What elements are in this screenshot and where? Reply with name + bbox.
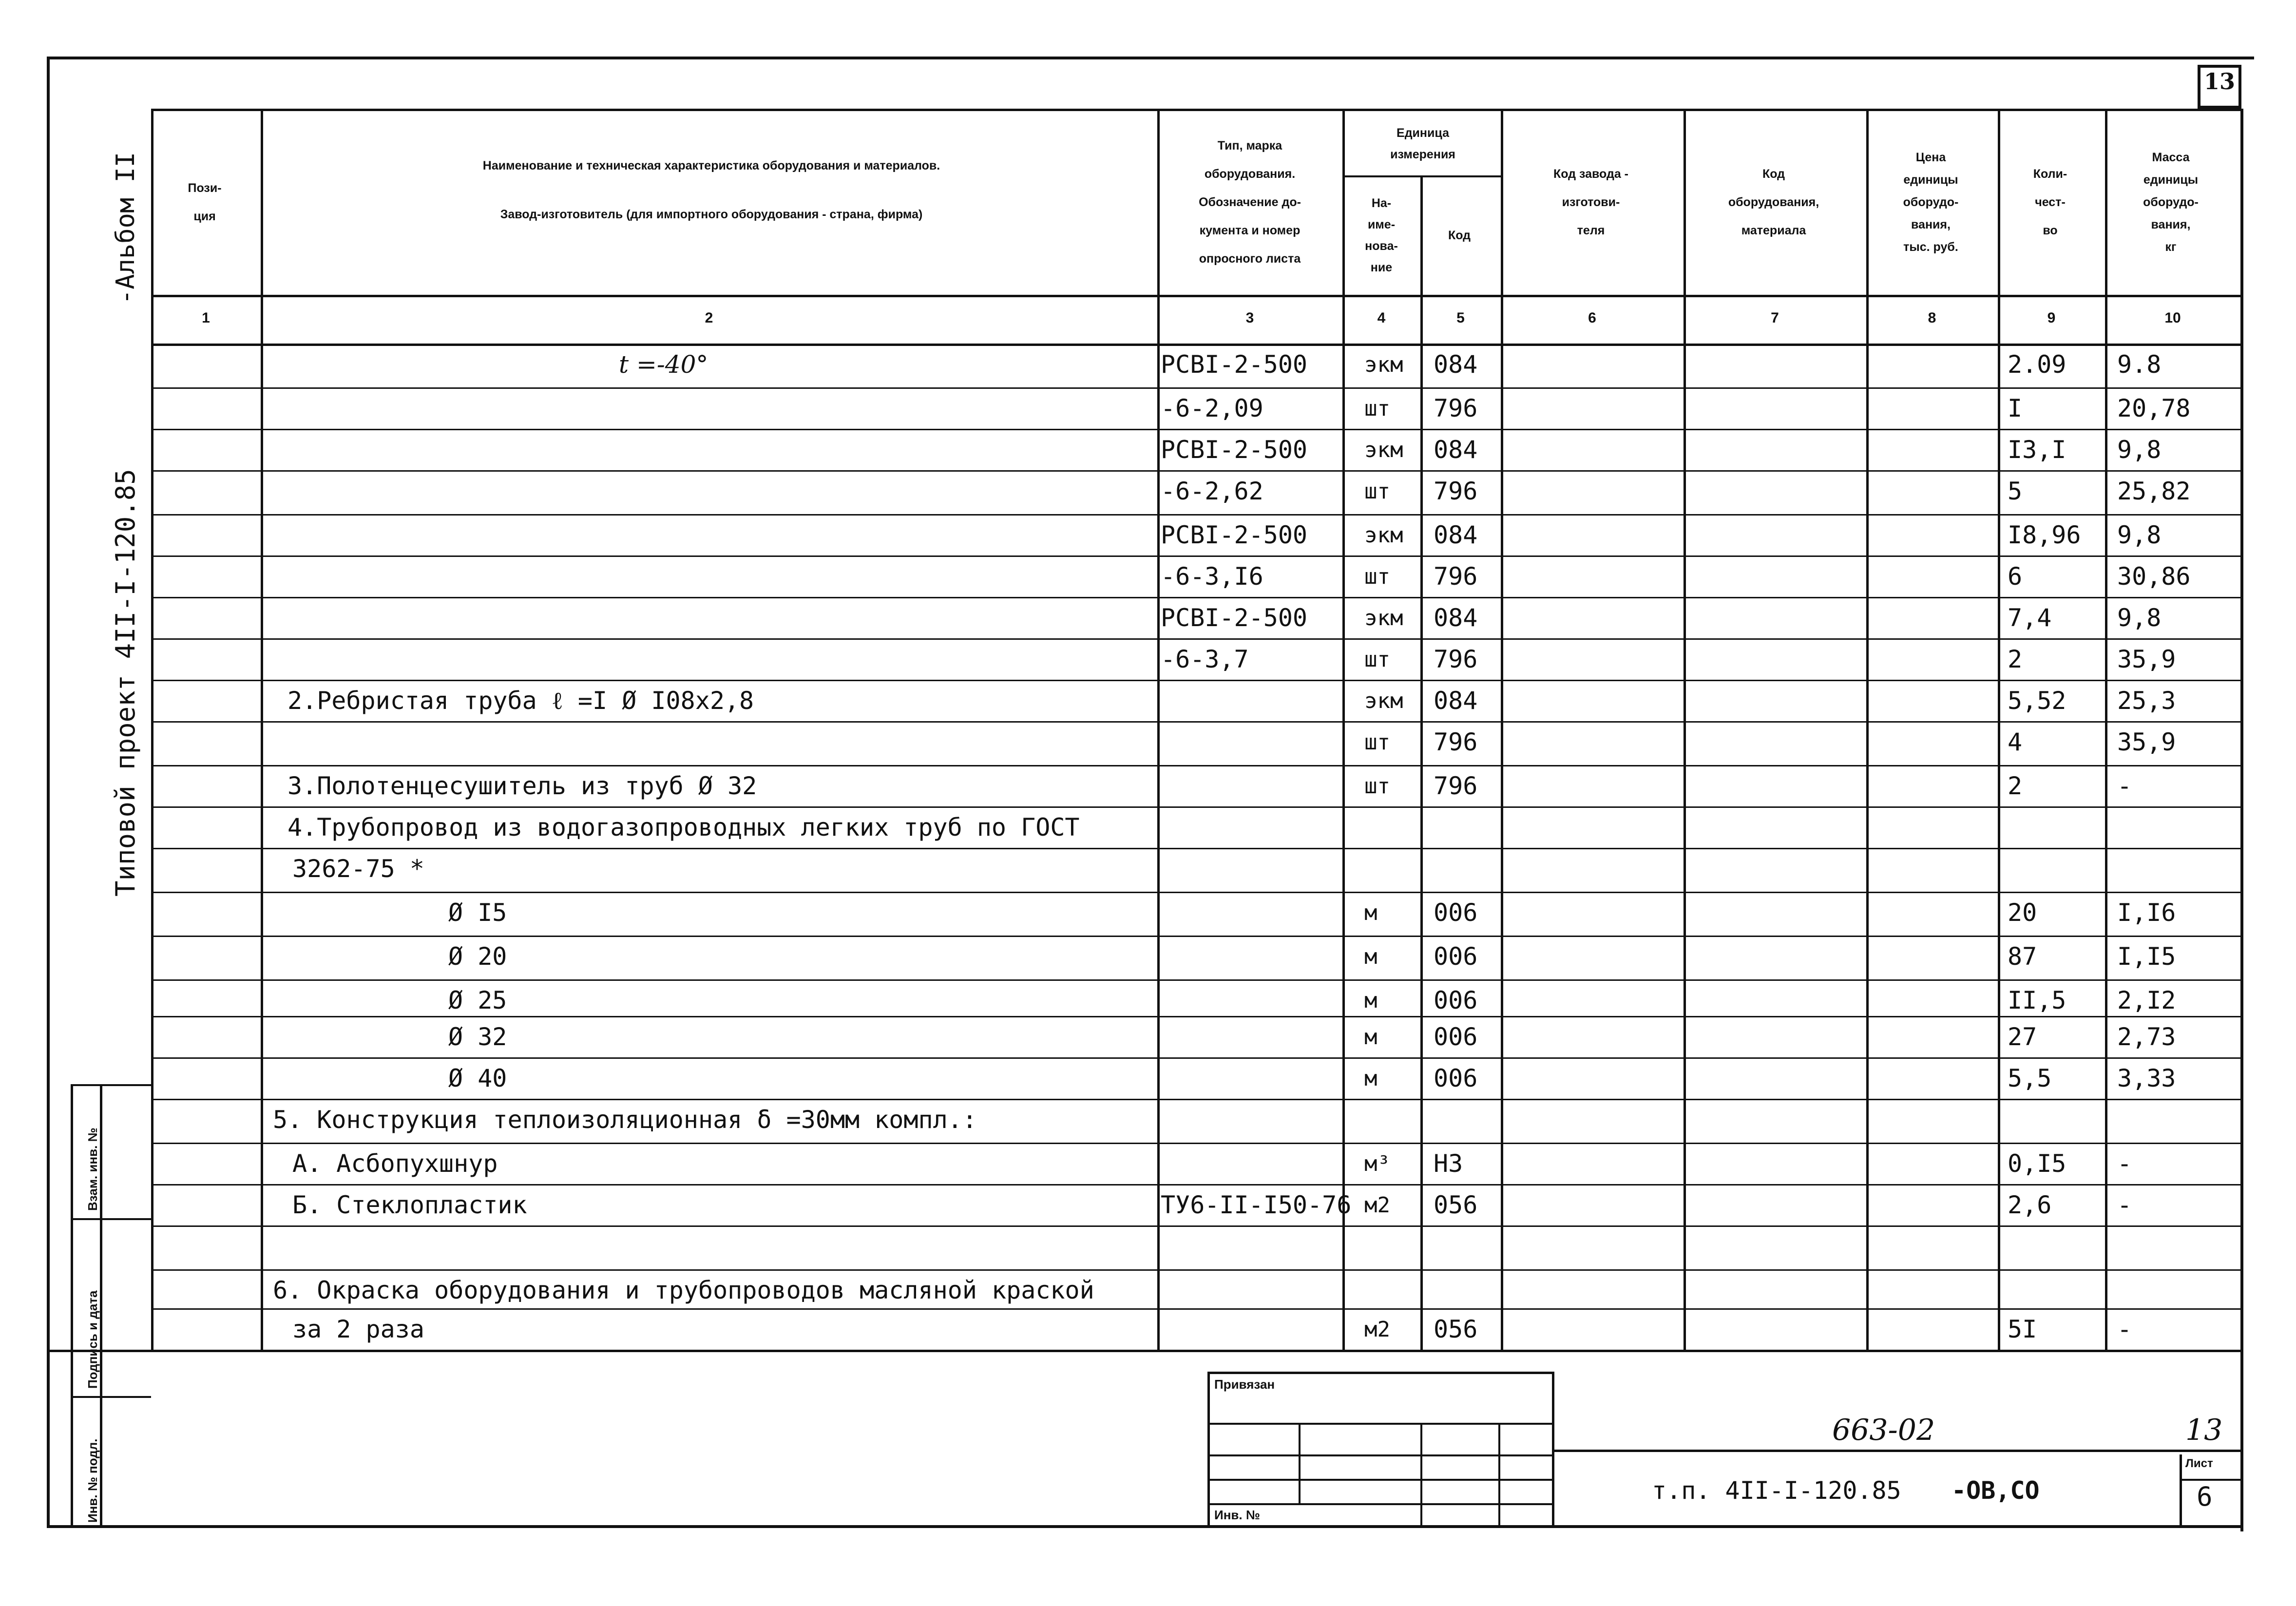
row-0-mass: 9.8 <box>2117 350 2162 379</box>
row-line-21 <box>151 1269 2240 1271</box>
row-line-6 <box>151 638 2240 640</box>
stamp-inv-podl: Инв. № подл. <box>85 1438 100 1523</box>
row-3-unit: шт <box>1364 479 1390 504</box>
row-16-unit: м <box>1364 1025 1378 1050</box>
row-line-11 <box>151 848 2240 849</box>
col-number-4: 4 <box>1377 310 1386 326</box>
side-project: Типовой проект 4II-I-120.85 <box>110 469 141 897</box>
row-7-type: -6-3,7 <box>1161 645 1249 673</box>
row-13-name: Ø I5 <box>448 899 507 927</box>
row-line-20 <box>151 1225 2240 1227</box>
row-10-name: 3.Полотенцесушитель из труб Ø 32 <box>287 772 757 800</box>
row-4-unit: экм <box>1364 523 1403 548</box>
row-line-13 <box>151 936 2240 937</box>
row-16-mass: 2,73 <box>2117 1023 2176 1051</box>
hdr-equip-code: Код оборудования, материала <box>1728 167 1819 237</box>
tb-main-top <box>1553 1450 2243 1452</box>
row-20-code: 056 <box>1434 1191 1478 1219</box>
row-line-9 <box>151 765 2240 766</box>
tb-v-3 <box>1498 1423 1500 1528</box>
row-14-mass: I,I5 <box>2117 942 2176 971</box>
row-3-type: -6-2,62 <box>1161 477 1263 505</box>
row-8-unit: экм <box>1364 688 1403 713</box>
stamp-vline-1 <box>71 1084 73 1528</box>
row-7-unit: шт <box>1364 647 1390 672</box>
row-20-unit: м2 <box>1364 1193 1390 1218</box>
row-18-name: 5. Конструкция теплоизоляционная δ =30мм компл.: <box>273 1106 977 1134</box>
row-line-18 <box>151 1143 2240 1144</box>
row-17-mass: 3,33 <box>2117 1064 2176 1092</box>
hdr-mass: Масса единицы оборудо- вания, кг <box>2143 151 2199 254</box>
row-line-10 <box>151 806 2240 808</box>
row-line-5 <box>151 597 2240 598</box>
col-number-8: 8 <box>1928 310 1936 326</box>
row-20-mass: - <box>2117 1191 2132 1219</box>
row-2-type: PCBI-2-500 <box>1161 436 1308 464</box>
row-13-unit: м <box>1364 900 1378 925</box>
row-line-15 <box>151 1016 2240 1017</box>
row-2-qty: I3,I <box>2008 436 2066 464</box>
tb-v-2 <box>1420 1423 1422 1528</box>
row-17-qty: 5,5 <box>2008 1064 2052 1092</box>
row-20-name: Б. Стеклопластик <box>292 1191 527 1219</box>
col-line-0 <box>151 109 153 1350</box>
row-13-mass: I,I6 <box>2117 899 2176 927</box>
tb-line-4 <box>1207 1503 1553 1505</box>
tb-line-1 <box>1207 1423 1553 1425</box>
row-line-4 <box>151 555 2240 557</box>
row-3-code: 796 <box>1434 477 1478 505</box>
row-19-name: А. Асбопухшнур <box>292 1149 498 1178</box>
row-7-qty: 2 <box>2008 645 2023 673</box>
row-13-qty: 20 <box>2008 899 2037 927</box>
row-14-name: Ø 20 <box>448 942 507 971</box>
col-line-8 <box>1998 109 2000 1350</box>
row-15-name: Ø 25 <box>448 986 507 1014</box>
col-number-5: 5 <box>1456 310 1465 326</box>
row-23-unit: м2 <box>1364 1317 1390 1342</box>
row-line-8 <box>151 721 2240 723</box>
tb-privyazan: Привязан <box>1214 1377 1275 1392</box>
row-15-code: 006 <box>1434 986 1478 1014</box>
row-12-name: 3262-75 * <box>292 855 424 883</box>
tb-v-1 <box>1299 1423 1301 1503</box>
tb-suffix: -ОВ,СО <box>1952 1476 2040 1505</box>
row-6-unit: экм <box>1364 606 1403 631</box>
row-line-2 <box>151 470 2240 472</box>
row-line-16 <box>151 1057 2240 1059</box>
row-line-14 <box>151 979 2240 981</box>
row-8-code: 084 <box>1434 687 1478 715</box>
hdr-unit-code: Код <box>1448 228 1471 242</box>
tb-inv: Инв. № <box>1214 1508 1260 1522</box>
tb-list-mid <box>2180 1479 2243 1481</box>
row-2-mass: 9,8 <box>2117 436 2162 464</box>
row-line-0 <box>151 387 2240 389</box>
row-14-qty: 87 <box>2008 942 2037 971</box>
row-13-code: 006 <box>1434 899 1478 927</box>
tb-designation: т.п. 4II-I-120.85 <box>1652 1476 1901 1505</box>
row-9-code: 796 <box>1434 728 1478 756</box>
row-8-mass: 25,3 <box>2117 687 2176 715</box>
row-line-7 <box>151 680 2240 681</box>
col-number-6: 6 <box>1588 310 1596 326</box>
row-15-qty: II,5 <box>2008 986 2066 1014</box>
row-0-code: 084 <box>1434 350 1478 379</box>
row-6-code: 084 <box>1434 604 1478 632</box>
col-number-7: 7 <box>1771 310 1779 326</box>
col-line-7 <box>1866 109 1869 1350</box>
tb-box-top <box>1207 1372 1553 1374</box>
table-bottom <box>47 1350 2240 1352</box>
row-5-qty: 6 <box>2008 562 2023 591</box>
tb-line-3 <box>1207 1479 1553 1481</box>
row-0-type: PCBI-2-500 <box>1161 350 1308 379</box>
row-17-unit: м <box>1364 1066 1378 1091</box>
hdr-unit: Единица измерения <box>1390 126 1455 161</box>
row-23-name: за 2 раза <box>292 1315 424 1343</box>
row-0-qty: 2.09 <box>2008 350 2066 379</box>
col-line-5 <box>1501 109 1503 1350</box>
row-16-qty: 27 <box>2008 1023 2037 1051</box>
stamp-h-2 <box>71 1218 151 1220</box>
row-20-qty: 2,6 <box>2008 1191 2052 1219</box>
side-album: -Альбом II <box>111 152 140 305</box>
row-line-22 <box>151 1308 2240 1310</box>
row-line-3 <box>151 514 2240 516</box>
row-7-mass: 35,9 <box>2117 645 2176 673</box>
stamp-h-3 <box>71 1396 151 1398</box>
row-11-name: 4.Трубопровод из водогазопроводных легких труб по ГОСТ <box>287 813 1080 841</box>
row-8-name: 2.Ребристая труба ℓ =I Ø I08x2,8 <box>287 687 754 715</box>
row-5-mass: 30,86 <box>2117 562 2191 591</box>
row-4-mass: 9,8 <box>2117 521 2162 549</box>
row-4-type: PCBI-2-500 <box>1161 521 1308 549</box>
row-9-qty: 4 <box>2008 728 2023 756</box>
frame-bottom <box>47 1525 2243 1528</box>
hdr-name-2: Завод-изготовитель (для импортного оборудования - страна, фирма) <box>500 208 923 221</box>
frame-left <box>47 57 50 1528</box>
tb-number: 663-02 <box>1832 1413 1935 1447</box>
row-1-unit: шт <box>1364 396 1390 421</box>
col-number-9: 9 <box>2047 310 2056 326</box>
row-16-code: 006 <box>1434 1023 1478 1051</box>
row-6-qty: 7,4 <box>2008 604 2052 632</box>
hdr-price: Цена единицы оборудо- вания, тыс. руб. <box>1903 151 1959 254</box>
row-19-mass: - <box>2117 1149 2132 1178</box>
row-line-1 <box>151 429 2240 430</box>
row-19-code: H3 <box>1434 1149 1463 1178</box>
row-5-code: 796 <box>1434 562 1478 591</box>
row-10-code: 796 <box>1434 772 1478 800</box>
stamp-h-1 <box>71 1084 151 1086</box>
row-line-12 <box>151 892 2240 893</box>
row-4-code: 084 <box>1434 521 1478 549</box>
tb-page-top: 13 <box>2185 1413 2223 1447</box>
tb-list-label: Лист <box>2185 1457 2213 1470</box>
col-line-10 <box>2240 109 2243 1350</box>
row-6-type: PCBI-2-500 <box>1161 604 1308 632</box>
row-5-unit: шт <box>1364 564 1390 589</box>
row-line-17 <box>151 1099 2240 1100</box>
row-23-qty: 5I <box>2008 1315 2037 1343</box>
row-6-mass: 9,8 <box>2117 604 2162 632</box>
col-line-2 <box>1157 109 1160 1350</box>
sheet-badge: 13 <box>2203 68 2235 95</box>
hdr-position: Пози- ция <box>188 181 222 223</box>
row-4-qty: I8,96 <box>2008 521 2081 549</box>
row-3-qty: 5 <box>2008 477 2023 505</box>
stamp-podpis: Подпись и дата <box>85 1290 100 1389</box>
row-10-mass: - <box>2117 772 2132 800</box>
col-number-1: 1 <box>202 310 210 326</box>
row-17-name: Ø 40 <box>448 1064 507 1092</box>
hdr-factory-code: Код завода - изготови- теля <box>1553 167 1629 237</box>
tb-list-num: 6 <box>2197 1481 2213 1512</box>
row-1-type: -6-2,09 <box>1161 394 1263 422</box>
stamp-vzam: Взам. инв. № <box>85 1128 100 1211</box>
numrow-bottom <box>151 344 2240 346</box>
row-22-name: 6. Окраска оборудования и трубопроводов масляной краской <box>273 1276 1094 1304</box>
col-number-2: 2 <box>705 310 713 326</box>
row-15-mass: 2,I2 <box>2117 986 2176 1014</box>
tb-line-2 <box>1207 1454 1553 1456</box>
row-15-unit: м <box>1364 988 1378 1013</box>
row-0-unit: экм <box>1364 352 1403 377</box>
row-1-code: 796 <box>1434 394 1478 422</box>
row-23-code: 056 <box>1434 1315 1478 1343</box>
row-2-code: 084 <box>1434 436 1478 464</box>
header-bottom <box>151 295 2240 297</box>
row-0-name: t =-40° <box>619 350 708 379</box>
row-9-unit: шт <box>1364 730 1390 755</box>
row-8-qty: 5,52 <box>2008 687 2066 715</box>
row-14-code: 006 <box>1434 942 1478 971</box>
row-2-unit: экм <box>1364 438 1403 462</box>
row-16-name: Ø 32 <box>448 1023 507 1051</box>
col-line-9 <box>2105 109 2107 1350</box>
col-line-6 <box>1684 109 1686 1350</box>
row-1-qty: I <box>2008 394 2023 422</box>
row-10-unit: шт <box>1364 774 1390 799</box>
hdr-type: Тип, марка оборудования. Обозначение до- кумента и номер опросного листа <box>1199 139 1301 266</box>
row-7-code: 796 <box>1434 645 1478 673</box>
row-3-mass: 25,82 <box>2117 477 2191 505</box>
col-line-4 <box>1420 175 1423 1350</box>
hdr-unit-name: На- име- нова- ние <box>1365 196 1398 274</box>
col-line-1 <box>261 109 263 1350</box>
col-number-10: 10 <box>2164 310 2181 326</box>
row-1-mass: 20,78 <box>2117 394 2191 422</box>
hdr-qty: Коли- чест- во <box>2033 167 2067 237</box>
row-19-unit: м³ <box>1364 1151 1390 1176</box>
table-top <box>151 109 2240 111</box>
row-5-type: -6-3,I6 <box>1161 562 1263 591</box>
hdr-name-1: Наименование и техническая характеристика оборудования и материалов. <box>482 159 940 172</box>
frame-top <box>47 57 2254 59</box>
row-23-mass: - <box>2117 1315 2132 1343</box>
row-17-code: 006 <box>1434 1064 1478 1092</box>
row-20-type: ТУ6-II-I50-76 <box>1161 1191 1352 1219</box>
col-number-3: 3 <box>1245 310 1254 326</box>
tb-list-left <box>2180 1454 2182 1528</box>
row-line-19 <box>151 1184 2240 1185</box>
col-line-3 <box>1342 109 1345 1350</box>
row-10-qty: 2 <box>2008 772 2023 800</box>
row-9-mass: 35,9 <box>2117 728 2176 756</box>
row-14-unit: м <box>1364 944 1378 969</box>
row-19-qty: 0,I5 <box>2008 1149 2066 1178</box>
